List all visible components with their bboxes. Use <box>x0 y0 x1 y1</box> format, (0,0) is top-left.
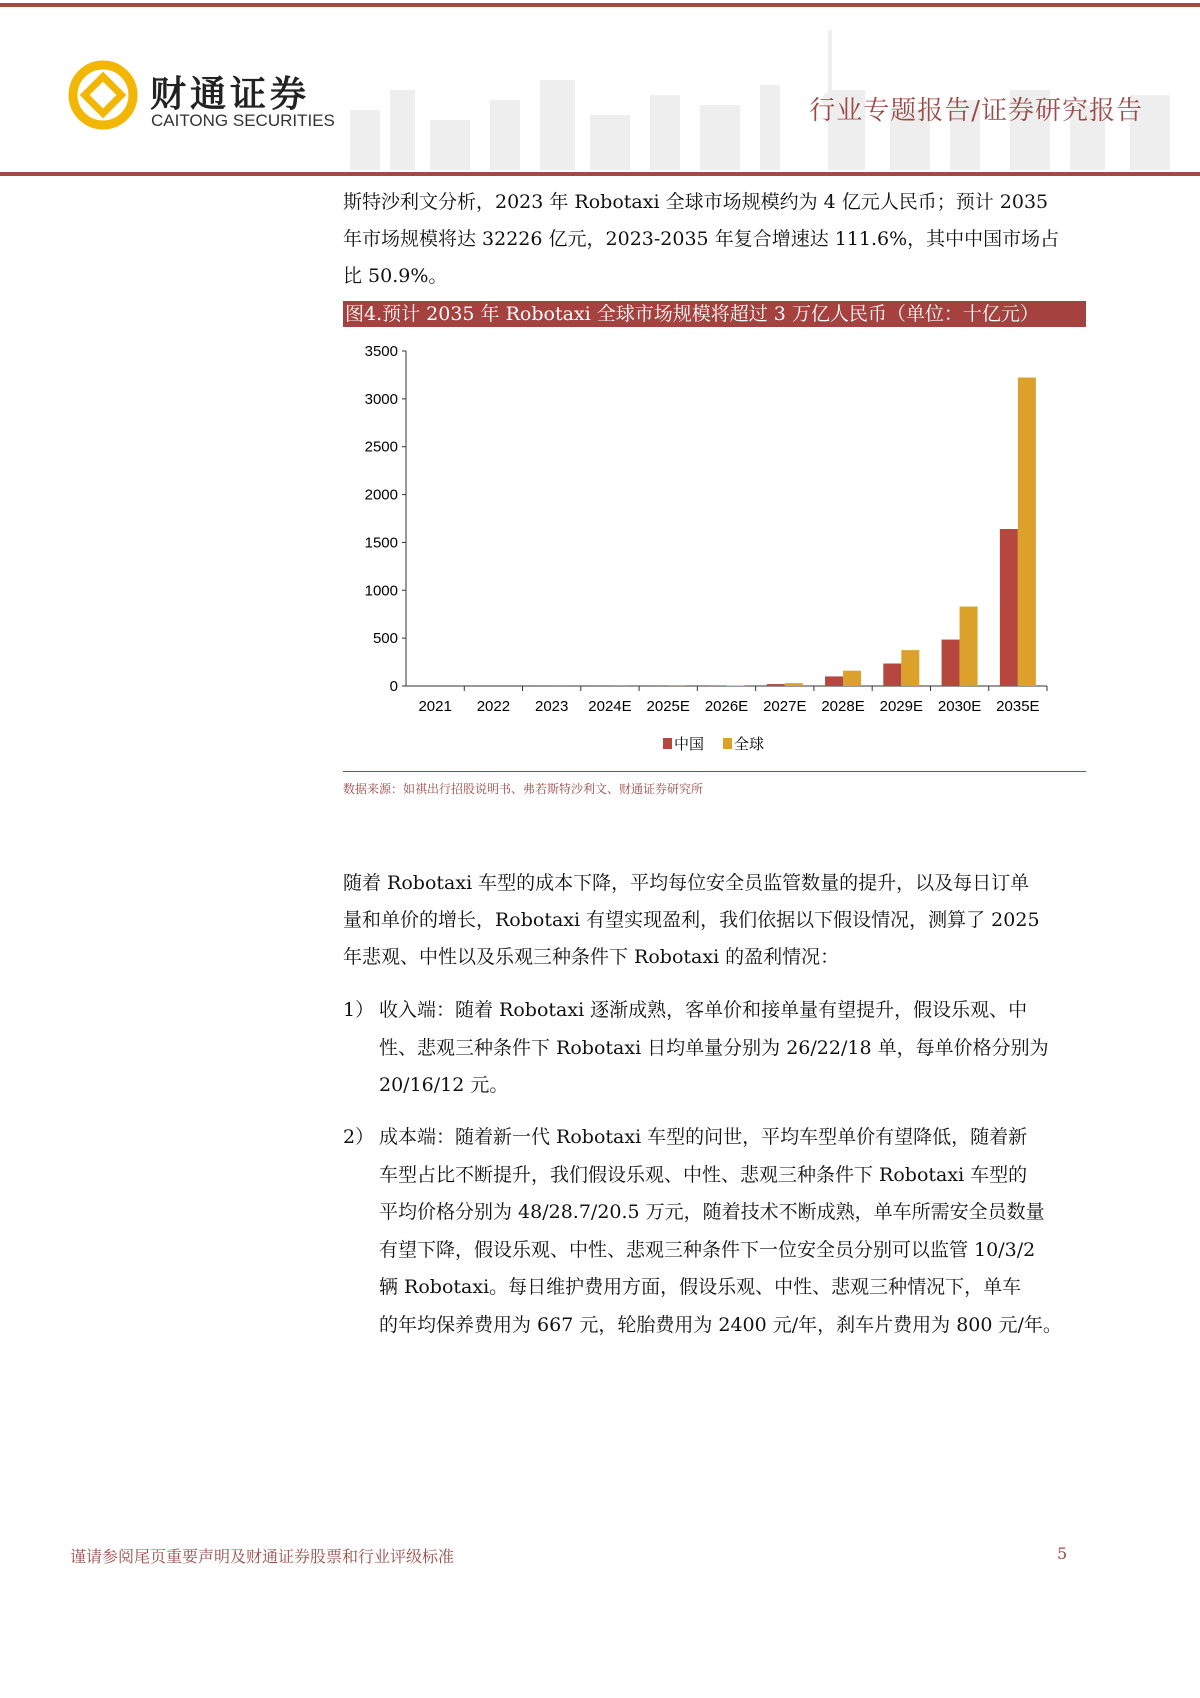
x-tick-label: 2025E <box>646 698 690 715</box>
y-tick-label: 500 <box>372 630 398 648</box>
header-bottom-rule <box>0 172 1200 176</box>
bar-global <box>785 683 803 686</box>
x-tick-label: 2022 <box>476 698 511 715</box>
bar-china <box>767 684 785 686</box>
x-tick-label: 2029E <box>879 698 924 715</box>
text-line: 车型占比不断提升，我们假设乐观、中性、悲观三种条件下 Robotaxi 车型的 <box>379 1163 1028 1186</box>
x-tick-label: 2028E <box>821 698 865 715</box>
text-line: 性、悲观三种条件下 Robotaxi 日均单量分别为 26/22/18 单，每单价格分别为 <box>379 1036 1049 1059</box>
bar-china <box>825 676 843 686</box>
text-line: 成本端：随着新一代 Robotaxi 车型的问世，平均车型单价有望降低，随着新 <box>379 1126 1028 1148</box>
report-type: 行业专题报告/证券研究报告 <box>809 96 1143 126</box>
bar-china <box>883 664 901 686</box>
bar-global <box>843 671 861 686</box>
text-line: 收入端：随着 Robotaxi 逐渐成熟，客单价和接单量有望提升，假设乐观、中 <box>379 999 1028 1021</box>
figure-title: 图4.预计 2035 年 Robotaxi 全球市场规模将超过 3 万亿人民币（单位：十亿元） <box>343 301 1086 327</box>
footer-disclaimer: 谨请参阅尾页重要声明及财通证券股票和行业评级标准 <box>70 1547 455 1566</box>
legend-label: 全球 <box>734 735 765 753</box>
text-line: 平均价格分别为 48/28.7/20.5 万元，随着技术不断成熟，单车所需安全员数量 <box>379 1201 1045 1223</box>
y-tick-label: 2000 <box>364 486 398 504</box>
text-line: 量和单价的增长，Robotaxi 有望实现盈利，我们依据以下假设情况，测算了 2025 <box>343 909 1040 931</box>
brand-name-en: CAITONG SECURITIES <box>151 111 335 130</box>
list-number: 1） <box>343 999 375 1021</box>
text-line: 年市场规模将达 32226 亿元，2023-2035 年复合增速达 111.6%，其中中国市场占 <box>343 228 1060 250</box>
x-tick-label: 2024E <box>588 698 632 715</box>
list-item-cost <box>343 1119 1088 1344</box>
text-line: 20/16/12 元。 <box>379 1074 509 1096</box>
text-line: 斯特沙利文分析，2023 年 Robotaxi 全球市场规模约为 4 亿元人民币；预计 2035 <box>343 191 1049 213</box>
x-tick-label: 2021 <box>418 698 452 715</box>
list-item-revenue <box>343 992 1088 1105</box>
x-tick-label: 2027E <box>763 698 807 715</box>
brand-name-cn: 财通证券 <box>150 74 311 115</box>
y-tick-label: 2500 <box>364 438 398 456</box>
list-number: 2） <box>343 1126 375 1148</box>
x-tick-label: 2023 <box>534 698 569 715</box>
bar-global <box>960 607 978 686</box>
bar-global <box>901 650 919 686</box>
y-tick-label: 3000 <box>364 390 398 408</box>
x-tick-label: 2035E <box>996 698 1040 715</box>
intro-paragraph <box>343 184 1088 295</box>
legend-label: 中国 <box>674 735 705 753</box>
bar-global <box>1018 378 1036 686</box>
text-line: 年悲观、中性以及乐观三种条件下 Robotaxi 的盈利情况： <box>343 946 840 968</box>
bar-china <box>1000 529 1018 686</box>
x-tick-label: 2030E <box>937 698 982 715</box>
text-line: 比 50.9%。 <box>343 265 448 287</box>
figure-rule <box>343 771 1086 772</box>
bar-chart <box>343 335 1088 765</box>
text-line: 的年均保养费用为 667 元，轮胎费用为 2400 元/年，刹车片费用为 800 元/年。 <box>379 1313 1062 1336</box>
caitong-logo-icon <box>68 60 138 130</box>
page-number: 5 <box>1057 1544 1068 1563</box>
y-tick-label: 3500 <box>364 343 398 360</box>
y-tick-label: 0 <box>389 678 398 695</box>
legend-swatch <box>663 738 672 749</box>
bar-china <box>942 640 960 686</box>
header-top-rule <box>0 3 1200 7</box>
y-tick-label: 1000 <box>364 582 398 600</box>
y-tick-label: 1500 <box>364 534 398 552</box>
analysis-paragraph <box>343 865 1088 976</box>
text-line: 有望下降，假设乐观、中性、悲观三种条件下一位安全员分别可以监管 10/3/2 <box>379 1238 1036 1261</box>
x-tick-label: 2026E <box>704 698 749 715</box>
legend-swatch <box>723 738 732 749</box>
text-line: 随着 Robotaxi 车型的成本下降，平均每位安全员监管数量的提升，以及每日订单 <box>343 872 1030 894</box>
figure-source: 数据来源：如祺出行招股说明书、弗若斯特沙利文、财通证券研究所 <box>343 782 704 796</box>
text-line: 辆 Robotaxi。每日维护费用方面，假设乐观、中性、悲观三种情况下，单车 <box>379 1276 1022 1298</box>
